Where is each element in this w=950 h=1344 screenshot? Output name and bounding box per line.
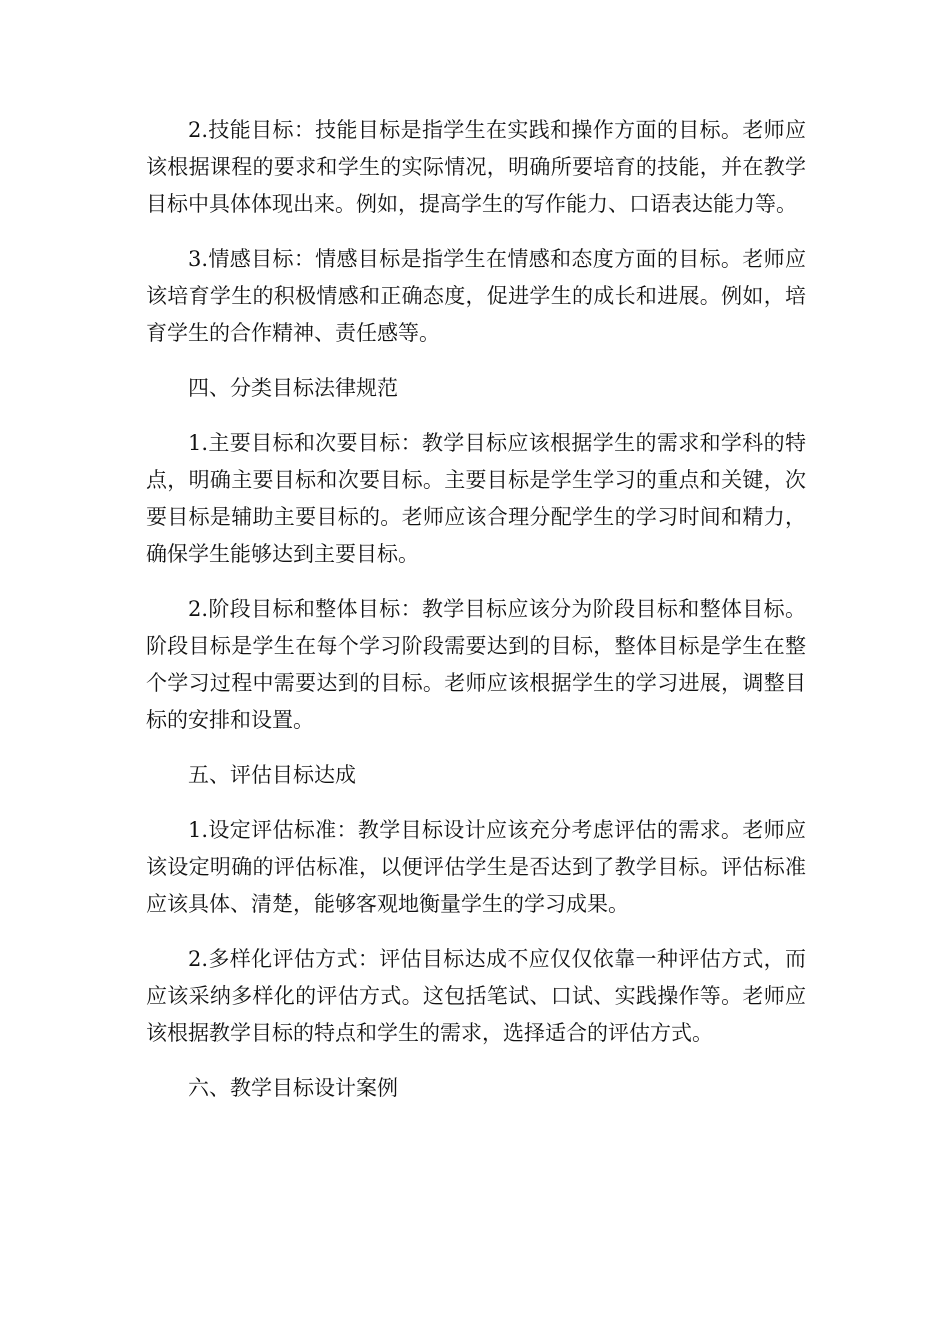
diverse-evaluation-paragraph: 2.多样化评估方式：评估目标达成不应仅仅依靠一种评估方式，而应该采纳多样化的评估方式。这包括笔试、口试、实践操作等。老师应该根据教学目标的特点和学生的需求，选择适合的评估方式。 [146, 947, 806, 1045]
section-heading-4: 四、分类目标法律规范 [188, 376, 398, 400]
skill-goal-paragraph: 2.技能目标：技能目标是指学生在实践和操作方面的目标。老师应该根据课程的要求和学生的实际情况，明确所要培育的技能，并在教学目标中具体体现出来。例如，提高学生的写作能力、口语表达能力等。 [146, 118, 806, 216]
section-heading-5: 五、评估目标达成 [188, 763, 356, 787]
emotion-goal-paragraph: 3.情感目标：情感目标是指学生在情感和态度方面的目标。老师应该培育学生的积极情感和正确态度，促进学生的成长和进展。例如，培育学生的合作精神、责任感等。 [146, 247, 806, 345]
document-body [146, 112, 806, 1125]
main-secondary-goal-paragraph: 1.主要目标和次要目标：教学目标应该根据学生的需求和学科的特点，明确主要目标和次要目标。主要目标是学生学习的重点和关键，次要目标是辅助主要目标的。老师应该合理分配学生的学习时间和精力，确保学生能够达到主要目标。 [146, 431, 806, 566]
evaluation-standard-paragraph: 1.设定评估标准：教学目标设计应该充分考虑评估的需求。老师应该设定明确的评估标准，以便评估学生是否达到了教学目标。评估标准应该具体、清楚，能够客观地衡量学生的学习成果。 [146, 818, 806, 916]
section-heading-6: 六、教学目标设计案例 [188, 1076, 398, 1100]
stage-overall-goal-paragraph: 2.阶段目标和整体目标：教学目标应该分为阶段目标和整体目标。阶段目标是学生在每个学习阶段需要达到的目标，整体目标是学生在整个学习过程中需要达到的目标。老师应该根据学生的学习进展，调整目标的安排和设置。 [146, 597, 806, 732]
